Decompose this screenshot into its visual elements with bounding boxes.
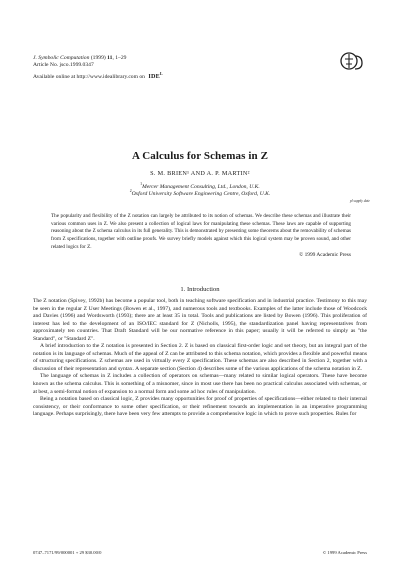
- affiliation-1: $^1$Mercer Management Consulting, Ltd., London, U.K.: [140, 182, 260, 190]
- journal-name: J. Symbolic Computation: [33, 55, 90, 61]
- availability-line: [33, 70, 163, 81]
- ideal-logo: $IDE^L$: [148, 70, 163, 80]
- paragraph: Being a notation based on classical logic, Z provides many opportunities for proof of properties of specifications—either related to their internal consistency, or their conformance to some other specification, or their refinement towards an implementation in an imperative programming language. Perhaps surprisingly, there have been very few attempts to provide a comprehensive logic in which to prove such properties. Rules for: [33, 396, 367, 418]
- author-list: S. M. BRIEN¹ AND A. P. MARTIN²: [150, 170, 250, 177]
- paragraph: A brief introduction to the Z notation is presented in Section 2. Z is based on classical first-order logic and set theory, but an integral part of the notation is its language of schemas. Much of the appeal of Z can be attributed to this schema notation, which provides a flexible and powerful means of structuring specifications. Z schemas are used in virtually every Z specification. These schemas are also described in Section 2, together with a discussion of their representation and syntax. A separate section (Section 4) describes some of the various applications of the schema notation in Z.: [33, 343, 367, 372]
- article-number: Article No. jsco.1999.0347: [33, 62, 94, 69]
- abstract-copyright: © 1999 Academic Press: [299, 251, 351, 258]
- paragraph: The Z notation (Spivey, 1992b) has become a popular tool, both in teaching software specification and in industrial practice. Testimony to this may be seen in the regular Z User Meetings (Bowen et al., 1997), and numerous tools and textbooks. Examples of the latter include those of Woodcock and Davies (1996) and Wordsworth (1993); there are at least 35 in total. Tools and publications are listed by Bowen (1996). This proliferation of interest has led to the development of an ISO/IEC standard for Z (Nicholls, 1995), the standardization panel having representatives from approximately ten countries. That Draft Standard will be our normative reference in this paper; usually it will be referred to simply as "the Standard", or "Standard Z".: [33, 298, 367, 342]
- abstract-text: The popularity and flexibility of the Z notation can largely be attributed to its notion of schemas. We describe these schemas and illustrate their various common uses in Z. We also present a collection of logical laws for manipulating these schemas. These laws are capable of supporting reasoning about the Z schema calculus in its full generality. This is demonstrated by presenting some theorems about the removability of schemas from Z specifications, together with outline proofs. We survey briefly models against which this logical system may be proven sound, and other related logics for Z.: [51, 213, 351, 250]
- footer-code: 0747–7171/99/000001 + 29 $30.00/0: [33, 550, 102, 555]
- affiliation-2: $^2$Oxford University Software Engineering Centre, Oxford, U.K.: [129, 189, 271, 197]
- paragraph: The language of schemas in Z includes a collection of operators on schemas—many related to similar logical operators. These have become known as the schema calculus. This is something of a misnomer, since in most use there has been no practical calculus associated with schemas, or at best, a semi-formal notion of expansion to a normal form and some ad hoc rules of manipulation.: [33, 373, 367, 395]
- availability-text: Available online at http://www.idealibrary.com on: [33, 73, 145, 80]
- footer-copyright: © 1999 Academic Press: [322, 550, 367, 555]
- citation-line: [33, 55, 163, 62]
- journal-year: (1999): [90, 55, 106, 61]
- publisher-tree-logo-icon: [340, 50, 366, 72]
- journal-volume: 11: [107, 55, 113, 61]
- body-text: [33, 298, 367, 419]
- abstract: [51, 213, 351, 259]
- journal-pages: , 1–29: [112, 55, 127, 61]
- supply-date-note: pl supply date: [349, 199, 370, 203]
- section-heading: 1. Introduction: [180, 286, 220, 293]
- journal-header: [33, 55, 163, 81]
- paper-title: A Calculus for Schemas in Z: [131, 150, 269, 162]
- page-footer: [33, 550, 367, 555]
